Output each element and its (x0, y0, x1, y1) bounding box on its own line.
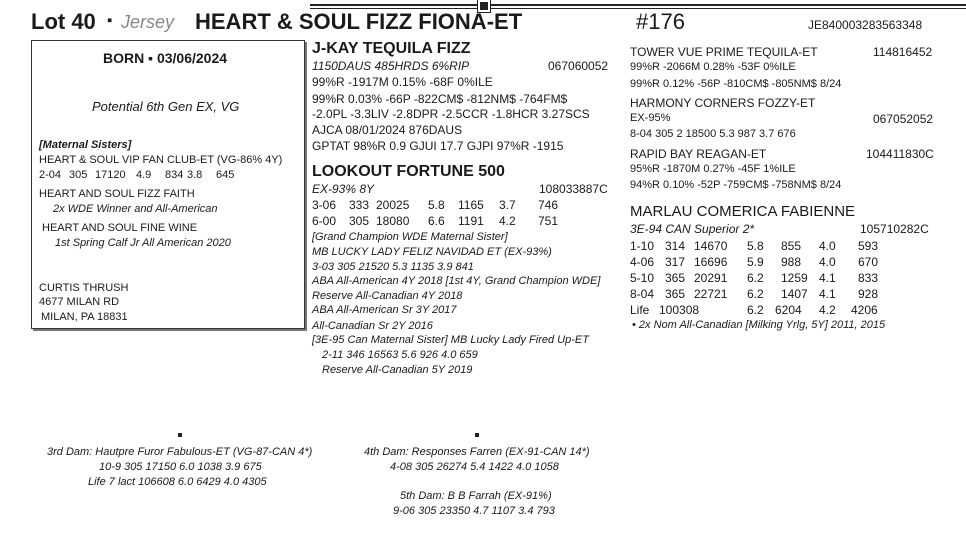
sire-line3: -2.0PL -3.3LIV -2.8DPR -2.5CCR -1.8HCR 3.27SCS (312, 107, 590, 121)
registration-id: JE840003283563348 (808, 18, 923, 32)
cell: 305 (349, 214, 370, 228)
cell: 4.0 (819, 239, 836, 253)
cell: 3-06 (312, 198, 337, 212)
dam-note: [Grand Champion WDE Maternal Sister] (312, 231, 508, 243)
catalog-number: #176 (636, 9, 685, 34)
cell: 6.2 (747, 303, 764, 317)
cell: 14670 (694, 239, 728, 253)
dam-note: Reserve All-Canadian 5Y 2019 (322, 364, 473, 376)
header-separator: ▪ (107, 12, 113, 29)
cell: 5.8 (428, 198, 445, 212)
cell: 670 (858, 255, 879, 269)
cell: 20291 (694, 271, 728, 285)
cell: 8-04 (630, 287, 655, 301)
cell: 4.1 (819, 271, 836, 285)
dam-dam-class: 3E-94 CAN Superior 2* (630, 222, 755, 236)
cell: 4.1 (819, 287, 836, 301)
dam-dam-note: • 2x Nom All-Canadian [Milking Yrlg, 5Y] 2011, 2015 (632, 319, 886, 331)
sire-dam-class: EX-95% (630, 112, 671, 124)
fifth-dam: 5th Dam: B B Farrah (EX-91%) (400, 490, 552, 502)
cell: Life (630, 303, 650, 317)
sister3-note: 1st Spring Calf Jr All American 2020 (55, 237, 231, 249)
cell: 20025 (376, 198, 410, 212)
animal-name: HEART & SOUL FIZZ FIONA-ET (195, 9, 523, 34)
sire-name: J-KAY TEQUILA FIZZ (312, 40, 471, 57)
third-dam-record: 10-9 305 17150 6.0 1038 3.9 675 (99, 461, 262, 473)
dam-note: 2-11 346 16563 5.6 926 4.0 659 (322, 349, 478, 361)
dam-note: ABA All-American 4Y 2018 [1st 4Y, Grand Champion WDE] (312, 275, 601, 287)
dam-sire-line2: 94%R 0.10% -52P -759CM$ -758NM$ 8/24 (630, 179, 842, 191)
cell: 1191 (458, 214, 484, 228)
sister1-name: HEART & SOUL VIP FAN CLUB-ET (VG-86% 4Y) (39, 154, 283, 166)
cell: 4-06 (630, 255, 655, 269)
cell: 16696 (694, 255, 728, 269)
cell: 834 (165, 169, 184, 181)
sire-line2: 99%R 0.03% -66P -822CM$ -812NM$ -764FM$ (312, 92, 568, 106)
cell: 365 (665, 271, 686, 285)
sire-dam-id: 067052052 (873, 112, 934, 126)
cell: 2-04 (39, 169, 62, 181)
sister3-name: HEART AND SOUL FINE WINE (42, 222, 198, 234)
cell: 22721 (694, 287, 728, 301)
fourth-dam-record: 4-08 305 26274 5.4 1422 4.0 1058 (390, 461, 559, 473)
dam-note: 3-03 305 21520 5.3 1135 3.9 841 (312, 261, 474, 273)
cell: 1259 (781, 271, 808, 285)
breeder-name: CURTIS THRUSH (39, 282, 129, 294)
cell: 6-00 (312, 214, 337, 228)
sire-stats: 1150DAUS 485HRDS 6%RIP (312, 59, 470, 73)
dam-note: Reserve All-Canadian 4Y 2018 (312, 290, 463, 302)
sire-id: 067060052 (548, 59, 609, 73)
third-dam-life: Life 7 lact 106608 6.0 6429 4.0 4305 (88, 476, 267, 488)
lot-label: Lot 40 (31, 9, 96, 34)
cell: 3.7 (499, 198, 516, 212)
cell: 6204 (775, 303, 802, 317)
fourth-dam: 4th Dam: Responses Farren (EX-91-CAN 14*) (364, 446, 590, 458)
cell: 4.2 (819, 303, 836, 317)
cell: 314 (665, 239, 686, 253)
maternal-sisters-heading: [Maternal Sisters] (39, 139, 132, 151)
cell: 6.2 (747, 271, 764, 285)
sister2-note: 2x WDE Winner and All-American (53, 203, 218, 215)
cell: 333 (349, 198, 370, 212)
dam-sire-id: 104411830C (866, 147, 934, 161)
cell: 18080 (376, 214, 410, 228)
breed: Jersey (121, 12, 175, 32)
cell: 645 (216, 169, 235, 181)
cell: 1165 (458, 198, 484, 212)
sire-sire-id: 114816452 (873, 45, 933, 59)
cell: 4206 (851, 303, 878, 317)
dam-id: 108033887C (539, 182, 608, 196)
sire-dam-name: HARMONY CORNERS FOZZY-ET (630, 96, 816, 110)
cell: 833 (858, 271, 879, 285)
sire-line1: 99%R -1917M 0.15% -68F 0%ILE (312, 75, 493, 89)
dam-note: ABA All-American Sr 3Y 2017 (312, 304, 457, 316)
cell: 5-10 (630, 271, 655, 285)
cell: 1407 (781, 287, 808, 301)
cell: 746 (538, 198, 559, 212)
cell: 593 (858, 239, 879, 253)
cell: 17120 (95, 169, 126, 181)
cell: 3.8 (187, 169, 203, 181)
dam-classification: EX-93% 8Y (312, 182, 375, 196)
sire-line4: AJCA 08/01/2024 876DAUS (312, 123, 463, 137)
cell: 305 (69, 169, 88, 181)
cell: 5.9 (747, 255, 764, 269)
cell: 988 (781, 255, 802, 269)
sire-line5: GPTAT 98%R 0.9 GJUI 17.7 GJPI 97%R -1915 (312, 139, 564, 153)
breeder-address: 4677 MILAN RD (39, 296, 120, 308)
sister2-name: HEART AND SOUL FIZZ FAITH (39, 188, 195, 200)
dam-note: MB LUCKY LADY FELIZ NAVIDAD ET (EX-93%) (312, 246, 552, 258)
cell: 5.8 (747, 239, 764, 253)
potential-note: Potential 6th Gen EX, VG (92, 99, 240, 114)
sire-dam-record: 8-04 305 2 18500 5.3 987 3.7 676 (630, 128, 796, 140)
bullet-icon (475, 433, 479, 437)
dam-sire-line1: 95%R -1870M 0.27% -45F 1%ILE (630, 163, 796, 175)
cell: 6.2 (747, 287, 764, 301)
sire-sire-name: TOWER VUE PRIME TEQUILA-ET (630, 45, 818, 59)
cell: 365 (665, 287, 686, 301)
top-rule (310, 4, 966, 6)
cell: 4.0 (819, 255, 836, 269)
breeder-city: MILAN, PA 18831 (41, 311, 128, 323)
cell: 317 (665, 255, 686, 269)
dam-note: [3E-95 Can Maternal Sister] MB Lucky Lady Fired Up-ET (312, 334, 589, 346)
sire-sire-line2: 99%R 0.12% -56P -810CM$ -805NM$ 8/24 (630, 78, 842, 90)
dam-name: LOOKOUT FORTUNE 500 (312, 163, 505, 180)
third-dam: 3rd Dam: Hautpre Furor Fabulous-ET (VG-87-CAN 4*) (47, 446, 313, 458)
sire-sire-line1: 99%R -2066M 0.28% -53F 0%ILE (630, 61, 796, 73)
dam-note: All-Canadian Sr 2Y 2016 (312, 320, 433, 332)
cell: 855 (781, 239, 802, 253)
born-date: BORN ▪ 03/06/2024 (103, 50, 228, 66)
dam-dam-id: 105710282C (860, 222, 929, 236)
dam-sire-name: RAPID BAY REAGAN-ET (630, 147, 767, 161)
bullet-icon (178, 433, 182, 437)
dam-dam-name: MARLAU COMERICA FABIENNE (630, 203, 856, 220)
cell: 4.9 (136, 169, 152, 181)
cell: 1-10 (630, 239, 655, 253)
cell: 4.2 (499, 214, 516, 228)
cell: 928 (858, 287, 879, 301)
cell: 751 (538, 214, 559, 228)
cell: 6.6 (428, 214, 445, 228)
fifth-dam-record: 9-06 305 23350 4.7 1107 3.4 793 (393, 505, 555, 517)
cell: 100308 (659, 303, 700, 317)
